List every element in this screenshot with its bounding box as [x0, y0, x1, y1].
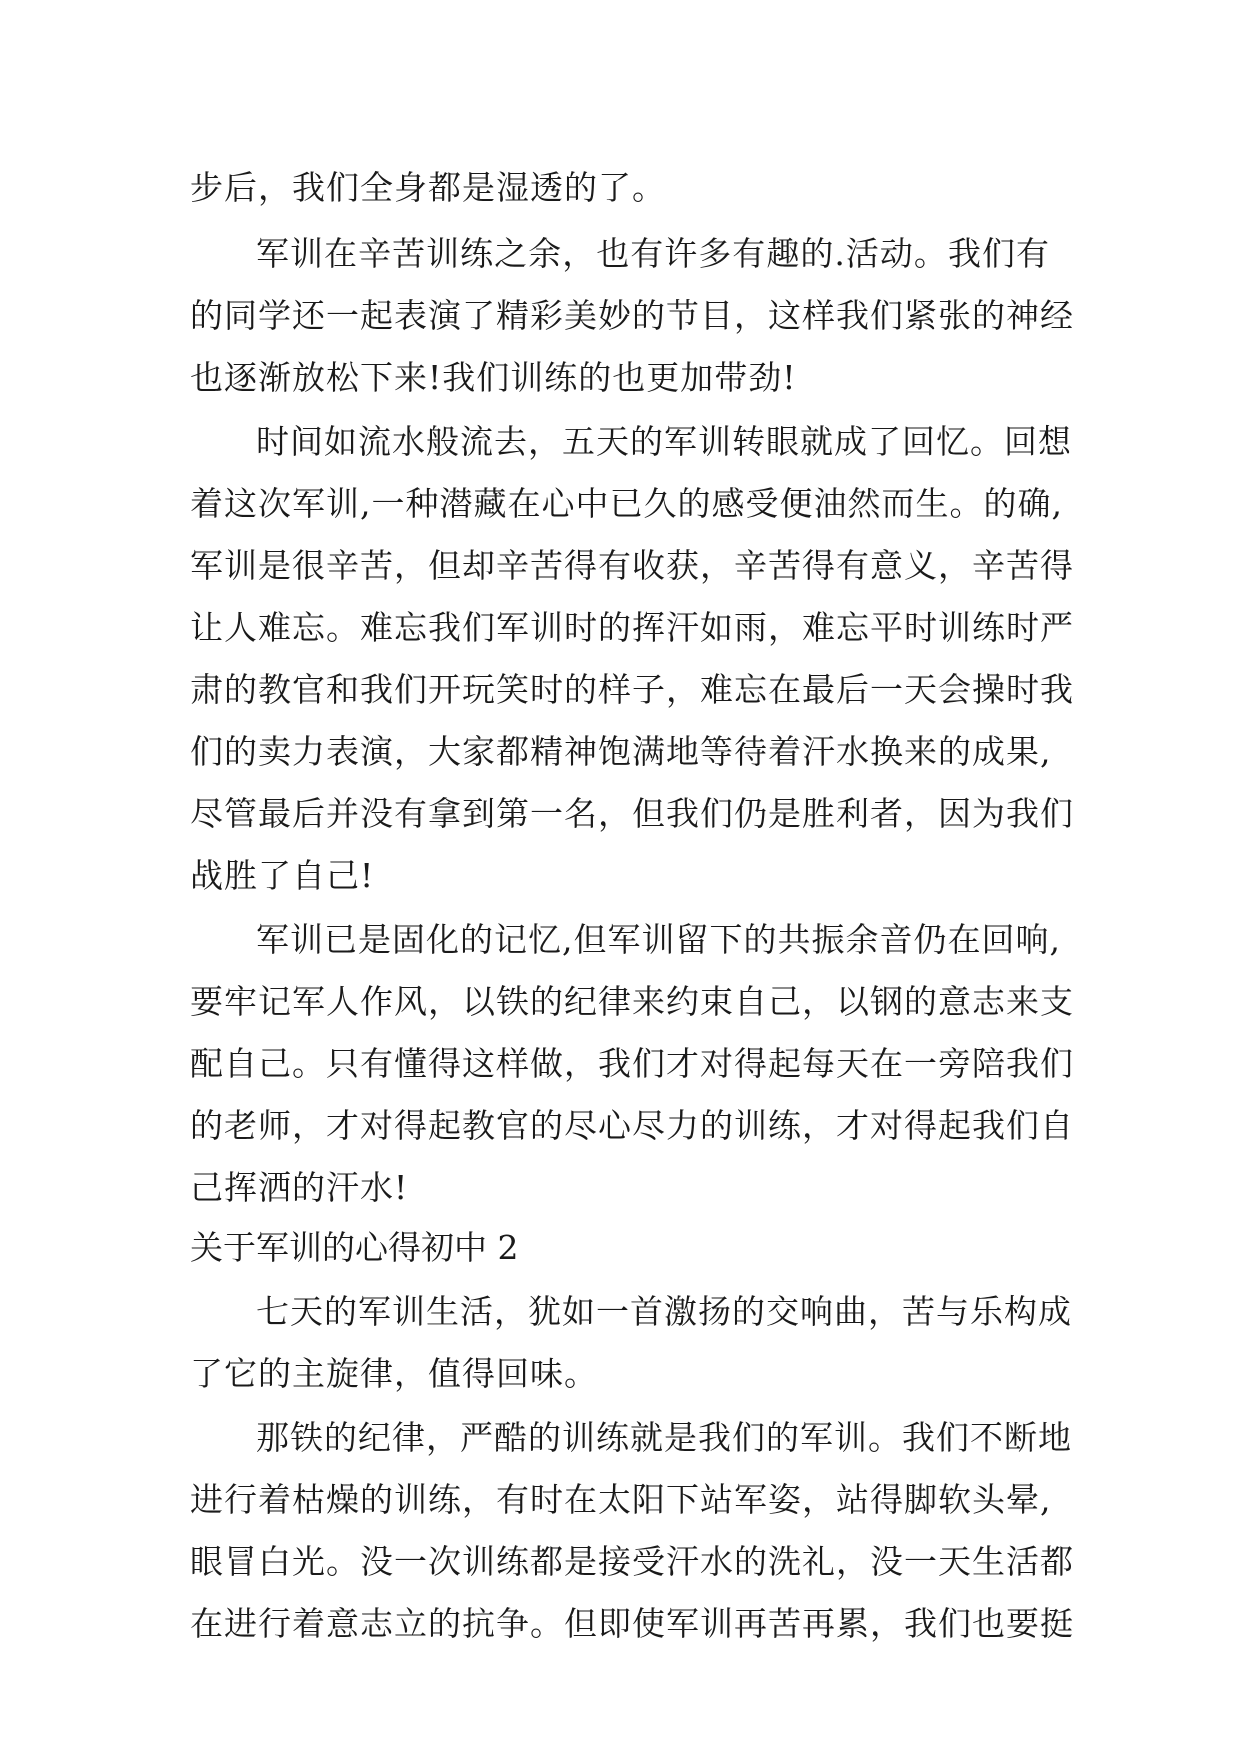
text-line: 让人难忘。难忘我们军训时的挥汗如雨，难忘平时训练时严: [190, 608, 1074, 647]
paragraph-first-line: 时间如流水般流去，五天的军训转眼就成了回忆。回想: [256, 422, 1072, 461]
text-line: 尽管最后并没有拿到第一名，但我们仍是胜利者，因为我们: [190, 794, 1074, 833]
paragraph-first-line: 那铁的纪律，严酷的训练就是我们的军训。我们不断地: [256, 1418, 1072, 1457]
paragraph-first-line: 七天的军训生活，犹如一首激扬的交响曲，苦与乐构成: [256, 1292, 1072, 1331]
text-line: 的同学还一起表演了精彩美妙的节目，这样我们紧张的神经: [190, 296, 1074, 335]
paragraph-first-line: 军训在辛苦训练之余，也有许多有趣的.活动。我们有: [256, 234, 1050, 273]
text-line: 步后，我们全身都是湿透的了。: [190, 168, 666, 207]
text-line: 军训是很辛苦，但却辛苦得有收获，辛苦得有意义，辛苦得: [190, 546, 1074, 585]
text-line: 的老师，才对得起教官的尽心尽力的训练，才对得起我们自: [190, 1106, 1074, 1145]
section-heading: 关于军训的心得初中 2: [190, 1228, 519, 1267]
text-line: 肃的教官和我们开玩笑时的样子，难忘在最后一天会操时我: [190, 670, 1074, 709]
text-line: 也逐渐放松下来!我们训练的也更加带劲!: [190, 358, 797, 397]
text-line: 进行着枯燥的训练，有时在太阳下站军姿，站得脚软头晕,: [190, 1480, 1052, 1519]
text-line: 了它的主旋律，值得回味。: [190, 1354, 598, 1393]
text-line: 眼冒白光。没一次训练都是接受汗水的洗礼，没一天生活都: [190, 1542, 1074, 1581]
text-line: 己挥洒的汗水!: [190, 1168, 409, 1207]
text-line: 战胜了自己!: [190, 856, 375, 895]
paragraph-first-line: 军训已是固化的记忆,但军训留下的共振余音仍在回响,: [256, 920, 1061, 959]
text-line: 要牢记军人作风，以铁的纪律来约束自己，以钢的意志来支: [190, 982, 1074, 1021]
text-line: 在进行着意志立的抗争。但即使军训再苦再累，我们也要挺: [190, 1604, 1074, 1643]
text-line: 配自己。只有懂得这样做，我们才对得起每天在一旁陪我们: [190, 1044, 1074, 1083]
text-line: 们的卖力表演，大家都精神饱满地等待着汗水换来的成果,: [190, 732, 1052, 771]
text-line: 着这次军训,一种潜藏在心中已久的感受便油然而生。的确,: [190, 484, 1063, 523]
